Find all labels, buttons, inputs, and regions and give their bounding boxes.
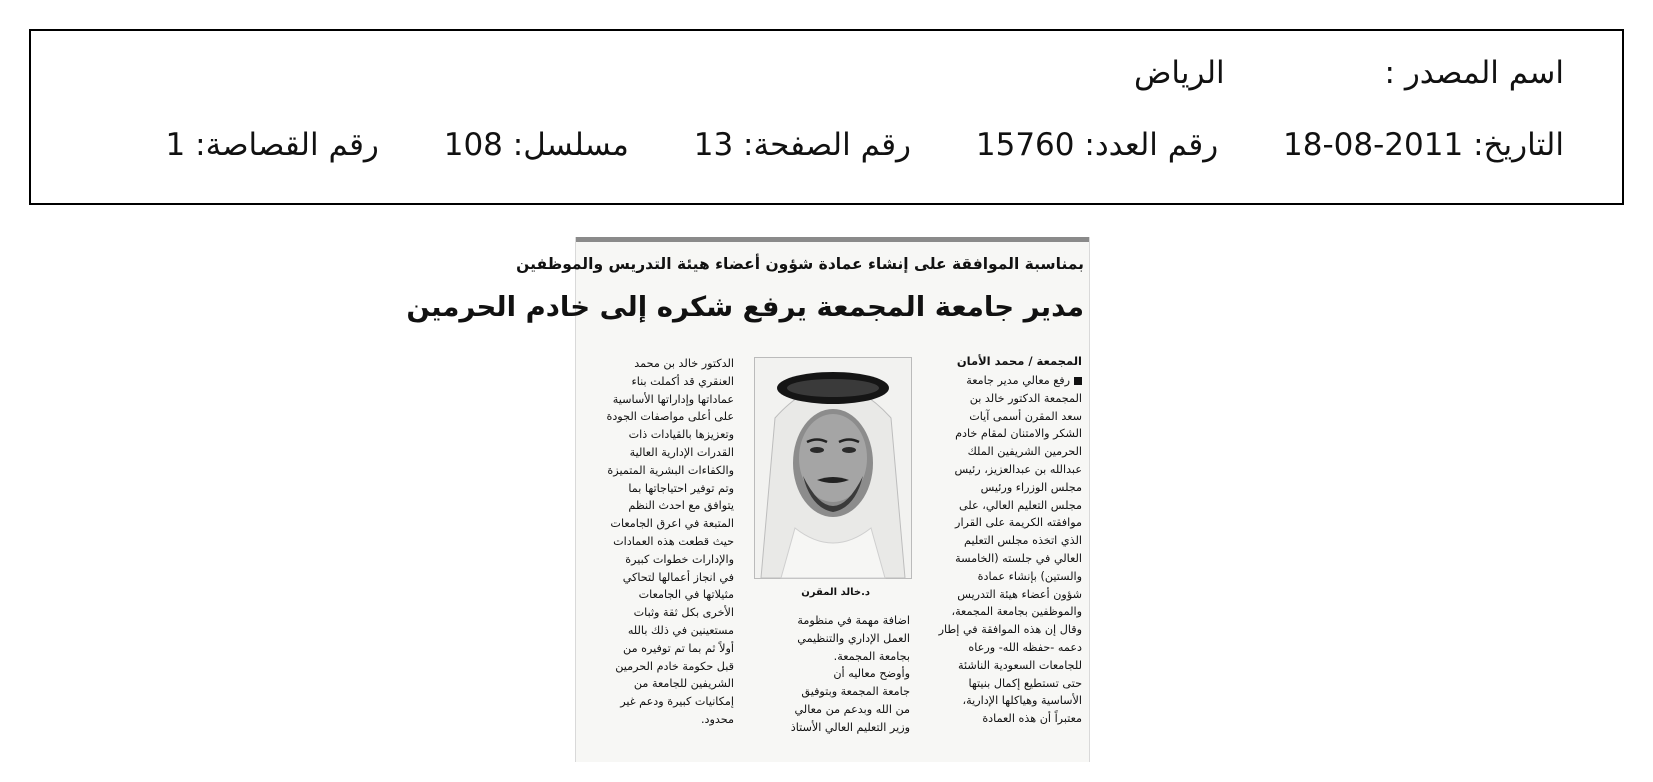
clip-label: رقم القصاصة: (195, 127, 379, 163)
article-line: وقال إن هذه الموافقة في إطار (938, 623, 1082, 637)
article-line: للجامعات السعودية الناشئة (957, 658, 1082, 672)
article-byline: المجمعة / محمد الأمان (956, 354, 1082, 368)
author-photo (754, 357, 912, 579)
article-line: الشكر والامتنان لمقام خادم (955, 427, 1082, 441)
article-line: مثيلاتها في الجامعات (638, 588, 734, 602)
date-value: 18-08-2011 (1283, 127, 1464, 163)
meta-row (111, 127, 1564, 163)
article-line: والستين) بإنشاء عمادة (977, 569, 1082, 583)
page-value: 13 (693, 127, 734, 163)
article-line: الشريفين للجامعة من (633, 677, 734, 691)
article-line: إمكانيات كبيرة ودعم غير (620, 695, 734, 709)
article-line: العمل الإداري والتنظيمي (797, 631, 910, 645)
source-row (1134, 55, 1564, 91)
article-line: جامعة المجمعة وبتوفيق (801, 685, 910, 699)
photo-caption: د.خالد المقرن (801, 587, 870, 598)
article-line: عماداتها وإداراتها الأساسية (612, 392, 734, 406)
article-kicker: بمناسبة الموافقة على إنشاء عمادة شؤون أعضاء هيئة التدريس والموظفين (516, 255, 1084, 273)
article-line: اضافة مهمة في منظومة (797, 614, 910, 627)
article-column-left (582, 355, 734, 729)
article-line: حيث قطعت هذه العمادات (613, 534, 734, 548)
article-line: مجلس الوزراء ورئيس (980, 480, 1082, 494)
portrait-image (755, 358, 911, 578)
issue-field (976, 127, 1218, 163)
bullet-icon (1074, 377, 1082, 385)
page-field (694, 127, 911, 163)
newspaper-clipping (406, 237, 1090, 762)
serial-field (444, 127, 629, 163)
article-line: دعمه -حفظه الله- ورعاه (968, 640, 1082, 654)
article-line: أولاً ثم بما تم توفيره من (623, 641, 734, 655)
article-line: وزير التعليم العالي الأستاذ (790, 720, 910, 734)
article-line: القدرات الإدارية العالية (629, 445, 734, 459)
source-info-box (29, 29, 1624, 205)
article-line: وتم توفير احتياجاتها بما (628, 481, 734, 495)
article-line: وتعزيزها بالقيادات ذات (628, 428, 734, 442)
issue-label: رقم العدد: (1084, 127, 1219, 163)
article-column-right (927, 372, 1082, 728)
article-line: الحرمين الشريفين الملك (967, 445, 1082, 459)
article-line: يتوافق مع احدث النظم (628, 499, 734, 513)
source-label: اسم المصدر : (1384, 55, 1564, 91)
article-line: الأخرى بكل ثقة وثبات (633, 606, 734, 620)
article-line: معتبراً أن هذه العمادة (982, 712, 1082, 726)
serial-value: 108 (443, 127, 503, 163)
clipping-right-edge (1089, 237, 1090, 762)
article-line: الأساسية وهياكلها الإدارية، (962, 694, 1082, 708)
article-line: الدكتور خالد بن محمد (634, 357, 734, 370)
article-line: محدود. (700, 712, 734, 726)
article-line: حتى تستطيع إكمال بنيتها (968, 676, 1082, 690)
article-line: العنقري قد أكملت بناء (631, 374, 734, 388)
article-line: شؤون أعضاء هيئة التدريس (957, 587, 1082, 601)
issue-value: 15760 (975, 127, 1075, 163)
article-line: مجلس التعليم العالي، على (958, 498, 1082, 512)
article-line: في انجاز أعمالها لتحاكي (622, 570, 734, 584)
date-label: التاريخ: (1473, 127, 1564, 163)
article-line: والكفاءات البشرية المتميزة (607, 463, 734, 477)
article-line: موافقته الكريمة على القرار (955, 516, 1082, 530)
page-label: رقم الصفحة: (743, 127, 912, 163)
clipping-top-rule (575, 237, 1090, 242)
article-column-middle (752, 612, 910, 737)
article-line: والإدارات خطوات كبيرة (625, 552, 734, 566)
article-line: رفع معالي مدير جامعة (927, 372, 1082, 390)
source-value: الرياض (1133, 55, 1225, 91)
clip-field (166, 127, 379, 163)
article-line: المتبعة في اعرق الجامعات (610, 517, 734, 531)
article-line: المجمعة الدكتور خالد بن (969, 391, 1082, 405)
article-line: من الله وبدعم من معالي (794, 702, 910, 716)
article-line: العالي في جلسته (الخامسة (955, 551, 1082, 565)
serial-label: مسلسل: (512, 127, 629, 163)
article-line: بجامعة المجمعة. (833, 649, 910, 663)
article-headline: مدير جامعة المجمعة يرفع شكره إلى خادم الحرمين (406, 291, 1084, 323)
article-line: الذي اتخذه مجلس التعليم (964, 534, 1082, 548)
date-field (1283, 127, 1564, 163)
article-line: والموظفين بجامعة المجمعة، (951, 605, 1082, 619)
article-line: سعد المقرن أسمى آيات (969, 409, 1082, 423)
article-line: وأوضح معاليه أن (833, 667, 910, 681)
article-line: قبل حكومة خادم الحرمين (615, 659, 734, 673)
article-line: عبدالله بن عبدالعزيز، رئيس (954, 462, 1082, 476)
clip-value: 1 (165, 127, 186, 163)
article-line: مستعينين في ذلك بالله (627, 623, 734, 637)
article-line: على أعلى مواصفات الجودة (606, 410, 734, 424)
